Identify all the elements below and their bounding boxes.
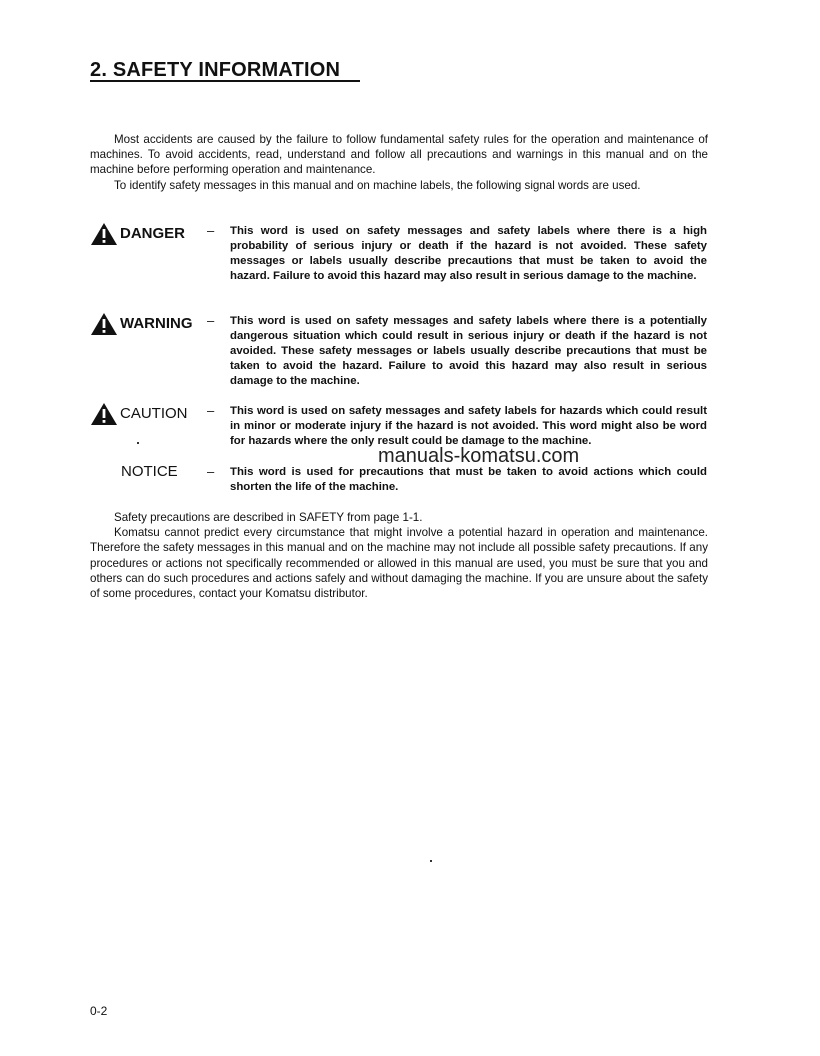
page-title: 2. SAFETY INFORMATION (90, 59, 341, 81)
signal-label-warning (90, 312, 193, 336)
signal-text-caution: This word is used on safety messages and safety labels for hazards which could result in minor or moderate injury if the hazard is not avoided. This word might also be word for hazards where the only result could be damage to the machine. (230, 405, 707, 448)
intro-paragraph-2: To identify safety messages in this manual and on machine labels, the following signal words are used. (114, 178, 641, 192)
intro-paragraph-1: Most accidents are caused by the failure to follow fundamental safety rules for the operation and maintenance of machines. To avoid accidents, read, understand and follow all precautions and warnings in this manual and on the machine before performing operation and maintenance. (90, 133, 708, 177)
signal-dash: – (207, 223, 215, 238)
intro-section (90, 132, 708, 193)
signal-dash: – (207, 403, 215, 418)
signal-dash: – (207, 464, 215, 479)
page-number: 0-2 (90, 1004, 108, 1018)
closing-paragraph-2: Komatsu cannot predict every circumstance that might involve a potential hazard in operation and maintenance. Therefore the safety messages in this manual and on the machine may not include all possible safety precautions. If any procedures or actions not specifically recommended or allowed in this manual are used, you must be sure that you and others can do such procedures and actions safely and without damaging the machine. If you are unsure about the safety of some procedures, contact your Komatsu distributor. (90, 526, 708, 601)
watermark-text: manuals-komatsu.com (378, 445, 580, 467)
signal-word-notice: NOTICE (121, 463, 178, 480)
warning-triangle-icon (90, 222, 118, 246)
section-title (90, 58, 360, 82)
signal-word-danger: DANGER (120, 225, 186, 242)
signal-word-caution: CAUTION (120, 405, 188, 422)
signal-label-caution (90, 402, 188, 426)
signal-text-warning: This word is used on safety messages and safety labels where there is a potentially dangerous situation which could result in serious injury or death if the hazard is not avoided. These safety messages or labels usually describe precautions that must be taken to avoid the hazard. Failure to avoid this hazard may also result in serious damage to the machine. (230, 315, 707, 388)
warning-triangle-icon (90, 312, 118, 336)
signal-word-warning: WARNING (120, 315, 193, 332)
scan-speck (137, 442, 139, 444)
closing-section (90, 510, 708, 601)
signal-label-danger (90, 222, 185, 246)
warning-triangle-icon (90, 402, 118, 426)
signal-label-notice (121, 463, 178, 481)
closing-paragraph-1: Safety precautions are described in SAFETY from page 1-1. (114, 511, 423, 524)
signal-dash: – (207, 313, 215, 328)
signal-text-danger: This word is used on safety messages and safety labels where there is a high probability of serious injury or death if the hazard is not avoided. These safety messages or labels usually describe precautions that must be taken to avoid the hazard. Failure to avoid this hazard may also result in serious damage to the machine. (230, 225, 707, 283)
scan-speck (430, 860, 432, 862)
signal-text-notice: This word is used for precautions that must be taken to avoid actions which could shorten the life of the machine. (230, 466, 707, 494)
